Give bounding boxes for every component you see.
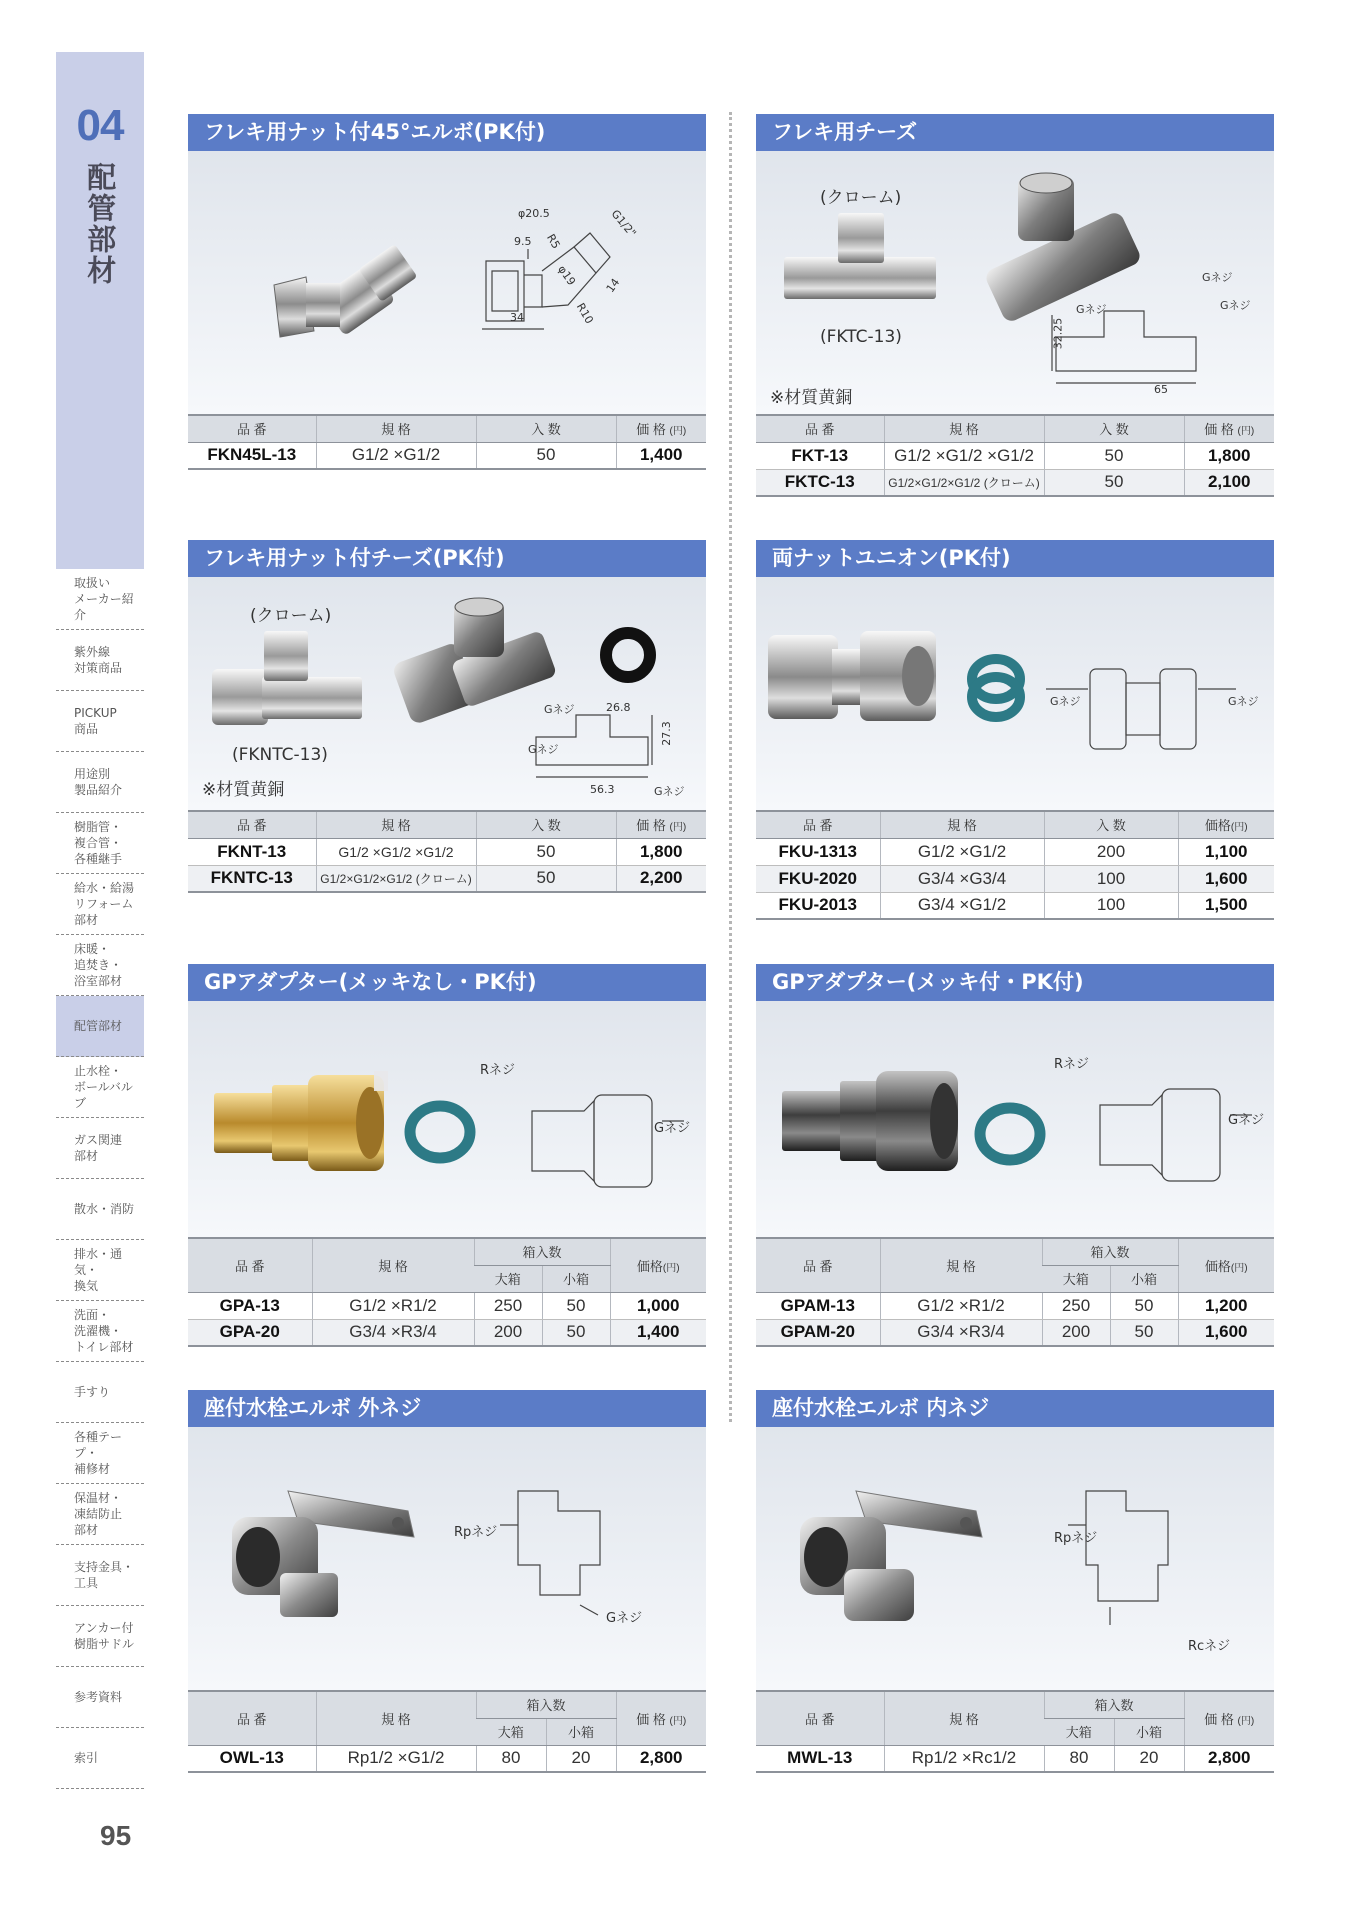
spec-table (188, 414, 706, 470)
col-header-price: 価格(円) (610, 1238, 706, 1292)
cell-price: 1,500 (1178, 892, 1274, 919)
union-dimension-drawing (1046, 665, 1216, 765)
cell-spec: Rp1/2 ×Rc1/2 (884, 1745, 1044, 1772)
dim-label: Gネジ (1050, 695, 1081, 708)
adapter-dimension-drawing (524, 1091, 674, 1191)
nav-item-resin-pipe[interactable]: 樹脂管・ 複合管・ 各種継手 (56, 813, 144, 874)
nav-item-reference[interactable]: 参考資料 (56, 1667, 144, 1728)
nut-tee-brass-photo (396, 595, 556, 725)
col-header-price: 価 格 (円) (616, 415, 706, 442)
product-panel-owl (188, 1390, 706, 1773)
table-row (756, 442, 1274, 469)
product-image-area (188, 151, 706, 414)
cell-qty: 200 (1044, 838, 1178, 865)
dim-label: 65 (1154, 383, 1168, 396)
dim-label: R5 (544, 231, 563, 252)
col-header-part-no: 品 番 (756, 415, 884, 442)
cell-large-box: 80 (476, 1745, 546, 1772)
cell-spec: G1/2 ×G1/2 ×G1/2 (316, 838, 476, 865)
packing-ring (970, 1099, 1050, 1169)
dim-label: 34 (510, 311, 524, 324)
spec-table (756, 1690, 1274, 1773)
dim-label: 26.8 (606, 701, 631, 714)
table-row (756, 469, 1274, 496)
cell-spec: G3/4 ×G3/4 (880, 865, 1044, 892)
cell-code: FKU-1313 (756, 838, 880, 865)
nav-item-gas[interactable]: ガス関連 部材 (56, 1118, 144, 1179)
table-row (756, 892, 1274, 919)
panel-title: 座付水栓エルボ 外ネジ (188, 1390, 706, 1427)
cell-code: FKU-2020 (756, 865, 880, 892)
product-panel-gpam (756, 964, 1274, 1347)
nav-item-anchor[interactable]: アンカー付 樹脂サドル (56, 1606, 144, 1667)
table-row (756, 1319, 1274, 1346)
spec-table (756, 810, 1274, 920)
nav-item-washroom[interactable]: 洗面・ 洗濯機・ トイレ部材 (56, 1301, 144, 1362)
cell-qty: 50 (1044, 442, 1184, 469)
cell-spec: G1/2 ×G1/2 ×G1/2 (884, 442, 1044, 469)
product-image-area (756, 151, 1274, 414)
dim-label: 27.3 (659, 721, 673, 746)
nav-item-usage[interactable]: 用途別 製品紹介 (56, 752, 144, 813)
cell-price: 1,800 (616, 838, 706, 865)
col-header-spec: 規 格 (884, 1691, 1044, 1745)
col-header-spec: 規 格 (316, 811, 476, 838)
col-header-part-no: 品 番 (756, 1238, 880, 1292)
table-row (756, 1745, 1274, 1772)
spec-table (188, 810, 706, 893)
nav-item-sprinkle[interactable]: 散水・消防 (56, 1179, 144, 1240)
cell-qty: 100 (1044, 865, 1178, 892)
product-image-area (756, 1427, 1274, 1690)
dim-label: Rネジ (480, 1063, 516, 1078)
cell-price: 1,600 (1178, 865, 1274, 892)
cell-small-box: 50 (1110, 1292, 1178, 1319)
tee-brass-photo (978, 169, 1138, 319)
col-header-qty: 入 数 (1044, 811, 1178, 838)
cell-qty: 50 (476, 838, 616, 865)
col-header-spec: 規 格 (880, 1238, 1042, 1292)
product-panel-fknt (188, 540, 706, 893)
dim-label: G1/2" (608, 207, 639, 240)
dim-label: Gネジ (1228, 695, 1259, 708)
cell-small-box: 50 (542, 1292, 610, 1319)
cell-price: 1,200 (1178, 1292, 1274, 1319)
dim-label: 32.25 (1051, 317, 1065, 350)
dim-label: R10 (573, 300, 596, 327)
dim-label: Gネジ (1076, 303, 1107, 316)
nav-item-insulation[interactable]: 保温材・ 凍結防止 部材 (56, 1484, 144, 1545)
col-header-spec: 規 格 (316, 1691, 476, 1745)
product-image-area (188, 1427, 706, 1690)
cell-code: GPAM-20 (756, 1319, 880, 1346)
col-header-large-box: 大箱 (1042, 1265, 1110, 1292)
panel-title: 座付水栓エルボ 内ネジ (756, 1390, 1274, 1427)
elbow-dimension-drawing (478, 221, 648, 351)
cell-large-box: 200 (1042, 1319, 1110, 1346)
dim-label: Rpネジ (454, 1525, 498, 1540)
col-header-box-qty: 箱入数 (474, 1238, 610, 1265)
cell-price: 1,100 (1178, 838, 1274, 865)
panel-title: フレキ用ナット付チーズ(PK付) (188, 540, 706, 577)
cell-code: FKNTC-13 (188, 865, 316, 892)
cell-spec: G1/2 ×R1/2 (880, 1292, 1042, 1319)
cell-code: GPA-13 (188, 1292, 312, 1319)
cell-spec: G3/4 ×G1/2 (880, 892, 1044, 919)
dim-label: 9.5 (514, 235, 532, 248)
chrome-caption: (クローム) (250, 606, 332, 626)
col-header-part-no: 品 番 (188, 811, 316, 838)
cell-code: FKNT-13 (188, 838, 316, 865)
cell-spec: G1/2×G1/2×G1/2 (クローム) (316, 865, 476, 892)
panel-title: フレキ用ナット付45°エルボ(PK付) (188, 114, 706, 151)
col-header-spec: 規 格 (880, 811, 1044, 838)
cell-price: 2,800 (1184, 1745, 1274, 1772)
nav-item-stop-valve[interactable]: 止水栓・ ボールバルブ (56, 1057, 144, 1118)
cell-spec: G1/2×G1/2×G1/2 (クローム) (884, 469, 1044, 496)
chapter-number: 04 (76, 101, 124, 150)
model-caption: (FKNTC-13) (232, 745, 328, 765)
cell-price: 1,800 (1184, 442, 1274, 469)
cell-qty: 50 (476, 865, 616, 892)
col-header-small-box: 小箱 (542, 1265, 610, 1292)
packing-rings (962, 649, 1032, 729)
product-image-area (188, 577, 706, 810)
cell-large-box: 250 (1042, 1292, 1110, 1319)
material-note: ※材質黄銅 (770, 388, 853, 408)
table-row (188, 442, 706, 469)
nav-item-drain[interactable]: 排水・通気・ 換気 (56, 1240, 144, 1301)
tee-chrome-photo (784, 213, 944, 313)
col-header-price: 価 格 (円) (616, 811, 706, 838)
model-caption: (FKTC-13) (820, 327, 902, 347)
cell-code: GPAM-13 (756, 1292, 880, 1319)
col-header-spec: 規 格 (316, 415, 476, 442)
dim-label: 14 (603, 276, 623, 295)
nav-item-bracket[interactable]: 支持金具・ 工具 (56, 1545, 144, 1606)
table-row (188, 1292, 706, 1319)
col-header-spec: 規 格 (884, 415, 1044, 442)
tee-dimension-drawing (1046, 301, 1216, 401)
page-number: 95 (100, 1820, 132, 1851)
product-panel-fkn45 (188, 114, 706, 470)
panel-title: GPアダプター(メッキなし・PK付) (188, 964, 706, 1001)
col-header-price: 価格(円) (1178, 811, 1274, 838)
dim-label: 56.3 (590, 783, 615, 796)
chapter-title: 配管部材 (83, 162, 118, 286)
col-header-large-box: 大箱 (474, 1265, 542, 1292)
panel-title: フレキ用チーズ (756, 114, 1274, 151)
nav-item-floor-heating[interactable]: 床暖・ 追焚き・ 浴室部材 (56, 935, 144, 996)
col-header-price: 価格(円) (1178, 1238, 1274, 1292)
cell-price: 2,200 (616, 865, 706, 892)
product-panel-fkt (756, 114, 1274, 497)
brass-adapter-photo (214, 1071, 394, 1181)
nav-item-makers[interactable]: 取扱い メーカー紹介 (56, 569, 144, 630)
wall-elbow-female-drawing (1048, 1485, 1198, 1635)
col-header-part-no: 品 番 (756, 1691, 884, 1745)
cell-qty: 100 (1044, 892, 1178, 919)
col-header-small-box: 小箱 (546, 1718, 616, 1745)
cell-code: FKT-13 (756, 442, 884, 469)
elbow-photo (266, 247, 426, 357)
table-row (188, 838, 706, 865)
cell-price: 2,800 (616, 1745, 706, 1772)
col-header-part-no: 品 番 (188, 1238, 312, 1292)
spec-table (756, 1237, 1274, 1347)
nav-item-pickup[interactable]: PICKUP 商品 (56, 691, 144, 752)
dim-label: φ19 (555, 263, 579, 288)
cell-price: 1,600 (1178, 1319, 1274, 1346)
cell-code: MWL-13 (756, 1745, 884, 1772)
cell-code: FKU-2013 (756, 892, 880, 919)
table-row (756, 838, 1274, 865)
product-panel-mwl (756, 1390, 1274, 1773)
product-image-area (756, 577, 1274, 810)
dim-label: Rネジ (1054, 1057, 1090, 1072)
nav-item-index[interactable]: 索引 (56, 1728, 144, 1789)
col-header-small-box: 小箱 (1114, 1718, 1184, 1745)
cell-small-box: 50 (542, 1319, 610, 1346)
packing-ring (598, 625, 658, 685)
col-header-box-qty: 箱入数 (1044, 1691, 1184, 1718)
material-note: ※材質黄銅 (202, 780, 285, 800)
wall-elbow-male-photo (218, 1477, 418, 1627)
cell-large-box: 200 (474, 1319, 542, 1346)
cell-spec: G1/2 ×R1/2 (312, 1292, 474, 1319)
cell-qty: 50 (1044, 469, 1184, 496)
col-header-part-no: 品 番 (188, 1691, 316, 1745)
table-row (188, 865, 706, 892)
cell-code: OWL-13 (188, 1745, 316, 1772)
dim-label: Gネジ (654, 1121, 691, 1136)
col-header-large-box: 大箱 (476, 1718, 546, 1745)
col-header-small-box: 小箱 (1110, 1265, 1178, 1292)
cell-price: 1,400 (610, 1319, 706, 1346)
chapter-sidebar (56, 52, 144, 1789)
spec-table (756, 414, 1274, 497)
col-header-part-no: 品 番 (756, 811, 880, 838)
cell-code: FKN45L-13 (188, 442, 316, 469)
col-header-qty: 入 数 (1044, 415, 1184, 442)
col-header-price: 価 格 (円) (1184, 1691, 1274, 1745)
col-header-large-box: 大箱 (1044, 1718, 1114, 1745)
dim-label: Gネジ (528, 743, 559, 756)
cell-spec: G3/4 ×R3/4 (880, 1319, 1042, 1346)
dim-label: Rpネジ (1054, 1531, 1098, 1546)
cell-spec: G1/2 ×G1/2 (316, 442, 476, 469)
column-divider (729, 112, 732, 1422)
product-image-area (188, 1001, 706, 1237)
cell-spec: G3/4 ×R3/4 (312, 1319, 474, 1346)
product-panel-fku (756, 540, 1274, 920)
table-row (188, 1319, 706, 1346)
cell-price: 1,400 (616, 442, 706, 469)
cell-small-box: 50 (1110, 1319, 1178, 1346)
cell-spec: G1/2 ×G1/2 (880, 838, 1044, 865)
nav-item-piping[interactable]: 配管部材 (56, 996, 144, 1057)
col-header-box-qty: 箱入数 (1042, 1238, 1178, 1265)
spec-table (188, 1237, 706, 1347)
dim-label: Gネジ (654, 785, 685, 798)
cell-code: GPA-20 (188, 1319, 312, 1346)
cell-code: FKTC-13 (756, 469, 884, 496)
col-header-spec: 規 格 (312, 1238, 474, 1292)
product-panel-gpa (188, 964, 706, 1347)
dim-label: Gネジ (606, 1611, 643, 1626)
nav-item-supply-reform[interactable]: 給水・給湯 リフォーム 部材 (56, 874, 144, 935)
dim-label: Gネジ (1228, 1113, 1265, 1128)
table-row (188, 1745, 706, 1772)
dim-label: φ20.5 (518, 207, 550, 220)
col-header-qty: 入 数 (476, 811, 616, 838)
table-row (756, 1292, 1274, 1319)
nav-item-handrail[interactable]: 手すり (56, 1362, 144, 1423)
cell-qty: 50 (476, 442, 616, 469)
cell-price: 1,000 (610, 1292, 706, 1319)
cell-price: 2,100 (1184, 469, 1274, 496)
cell-small-box: 20 (1114, 1745, 1184, 1772)
col-header-part-no: 品 番 (188, 415, 316, 442)
chrome-caption: (クローム) (820, 188, 902, 208)
table-row (756, 865, 1274, 892)
plated-adapter-photo (782, 1069, 962, 1179)
col-header-price: 価 格 (円) (1184, 415, 1274, 442)
dim-label: Gネジ (1220, 299, 1251, 312)
cell-large-box: 80 (1044, 1745, 1114, 1772)
panel-title: GPアダプター(メッキ付・PK付) (756, 964, 1274, 1001)
cell-small-box: 20 (546, 1745, 616, 1772)
dim-label: Rcネジ (1188, 1639, 1231, 1654)
panel-title: 両ナットユニオン(PK付) (756, 540, 1274, 577)
dim-label: Gネジ (1202, 271, 1233, 284)
col-header-qty: 入 数 (476, 415, 616, 442)
col-header-price: 価 格 (円) (616, 1691, 706, 1745)
chapter-tab[interactable] (56, 52, 144, 569)
cell-large-box: 250 (474, 1292, 542, 1319)
adapter-dimension-drawing (1092, 1085, 1242, 1185)
nut-tee-chrome-photo (212, 631, 372, 731)
cell-spec: Rp1/2 ×G1/2 (316, 1745, 476, 1772)
nav-item-tape[interactable]: 各種テープ・ 補修材 (56, 1423, 144, 1484)
dim-label: Gネジ (544, 703, 575, 716)
wall-elbow-female-photo (786, 1477, 986, 1627)
spec-table (188, 1690, 706, 1773)
union-photo (768, 625, 938, 735)
col-header-box-qty: 箱入数 (476, 1691, 616, 1718)
product-image-area (756, 1001, 1274, 1237)
nav-item-uv[interactable]: 紫外線 対策商品 (56, 630, 144, 691)
packing-ring (400, 1097, 480, 1167)
